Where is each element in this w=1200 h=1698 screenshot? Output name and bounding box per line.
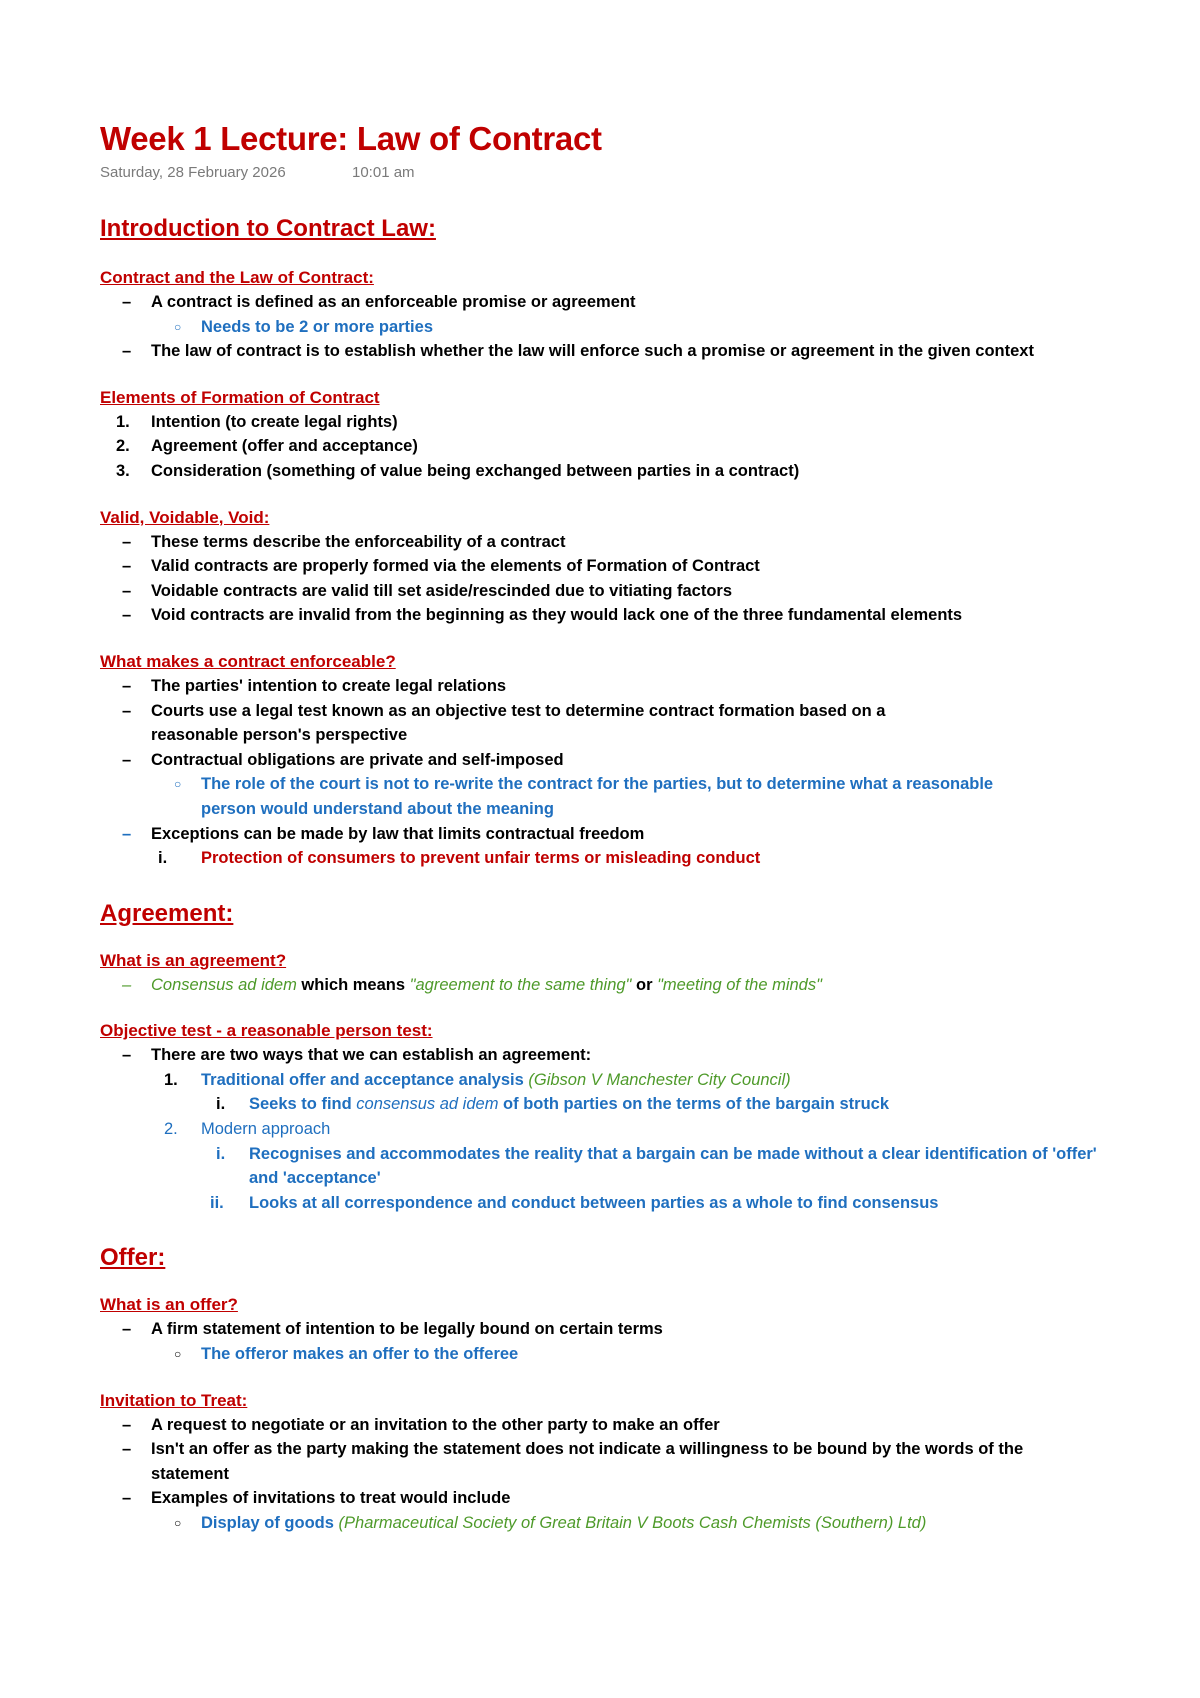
list-item: – The law of contract is to establish whether the law will enforce such a promise or agreement in the given context [100,339,1120,364]
subheading-what-is-offer: What is an offer? [100,1295,238,1315]
section-heading-offer: Offer: [100,1244,166,1272]
list-item: ○ Display of goods (Pharmaceutical Society of Great Britain V Boots Cash Chemists (Southern) Ltd) [100,1511,1120,1536]
list-item: – A contract is defined as an enforceable promise or agreement [100,290,1120,315]
page-title: Week 1 Lecture: Law of Contract [100,120,602,157]
subheading-invitation-to-treat: Invitation to Treat: [100,1390,248,1410]
subheading-contract-law: Contract and the Law of Contract: [100,268,374,287]
list-item: – Valid contracts are properly formed via the elements of Formation of Contract [122,557,760,576]
list-item: i. Seeks to find consensus ad idem of both parties on the terms of the bargain struck [216,1095,889,1114]
list-item: – Consensus ad idem which means "agreement to the same thing" or "meeting of the minds" [122,975,822,994]
subheading-elements: Elements of Formation of Contract [100,387,380,407]
note-content [100,118,1120,1536]
subheading-what-is-agreement: What is an agreement? [100,950,287,970]
list-item: ○ The offeror makes an offer to the offeree [100,1342,1120,1367]
note-date: Saturday, 28 February 2026 [100,164,286,181]
circle-bullet-icon: ○ [174,319,182,334]
list-item: – Void contracts are invalid from the beginning as they would lack one of the three fundamental elements [122,606,963,625]
list-item: – A firm statement of intention to be legally bound on certain terms [122,1320,663,1339]
subheading-objective-test: Objective test - a reasonable person test: [100,1021,433,1041]
numbered-item: 2. Modern approach [164,1120,331,1139]
circle-bullet-icon: ○ [174,1516,182,1530]
list-item: – Voidable contracts are valid till set aside/rescinded due to vitiating factors [122,581,733,600]
list-item: – Examples of invitations to treat would include [122,1489,511,1508]
numbered-item: 1. Intention (to create legal rights) [116,412,398,431]
circle-bullet-icon: ○ [174,1347,182,1362]
list-item: ○ Needs to be 2 or more parties [100,315,1120,340]
numbered-item: 3. Consideration (something of value being exchanged between parties in a contract) [116,461,800,480]
dash-bullet: – [122,342,132,361]
numbered-item: 2. Agreement (offer and acceptance) [116,437,418,456]
list-item: – There are two ways that we can establish an agreement: [122,1046,592,1065]
list-item: ii. Looks at all correspondence and conduct between parties as a whole to find consensus [210,1193,939,1212]
list-item: – These terms describe the enforceability of a contract [122,532,566,551]
subheading-enforceable: What makes a contract enforceable? [100,651,396,671]
list-item: – Courts use a legal test known as an objective test to determine contract formation based on a reasonable person's perspective [122,701,886,745]
numbered-item: 1. Traditional offer and acceptance analysis (Gibson V Manchester City Council) [164,1070,791,1089]
section-heading-agreement: Agreement: [100,899,234,927]
note-time: 10:01 am [352,164,415,181]
list-item: – Contractual obligations are private and self-imposed [122,750,564,769]
list-item: i. Protection of consumers to prevent unfair terms or misleading conduct [158,849,761,868]
list-item: – Exceptions can be made by law that limits contractual freedom [122,824,645,843]
section-heading-introduction: Introduction to Contract Law: [100,215,436,242]
circle-bullet-icon: ○ [174,777,182,792]
list-item: i. Recognises and accommodates the reality that a bargain can be made without a clear identification of 'offer' and 'acceptance' [216,1144,1097,1188]
list-item: – Isn't an offer as the party making the statement does not indicate a willingness to be bound by the words of the statement [122,1440,1024,1483]
note-timestamp [100,164,1120,186]
list-item: ○ The role of the court is not to re-write the contract for the parties, but to determine what a reasonable person would understand about the meaning [100,772,1041,821]
list-item: – A request to negotiate or an invitation to the other party to make an offer [122,1415,720,1434]
dash-bullet: – [122,293,132,311]
list-item: – The parties' intention to create legal relations [122,676,507,695]
subheading-valid-voidable-void: Valid, Voidable, Void: [100,507,270,527]
